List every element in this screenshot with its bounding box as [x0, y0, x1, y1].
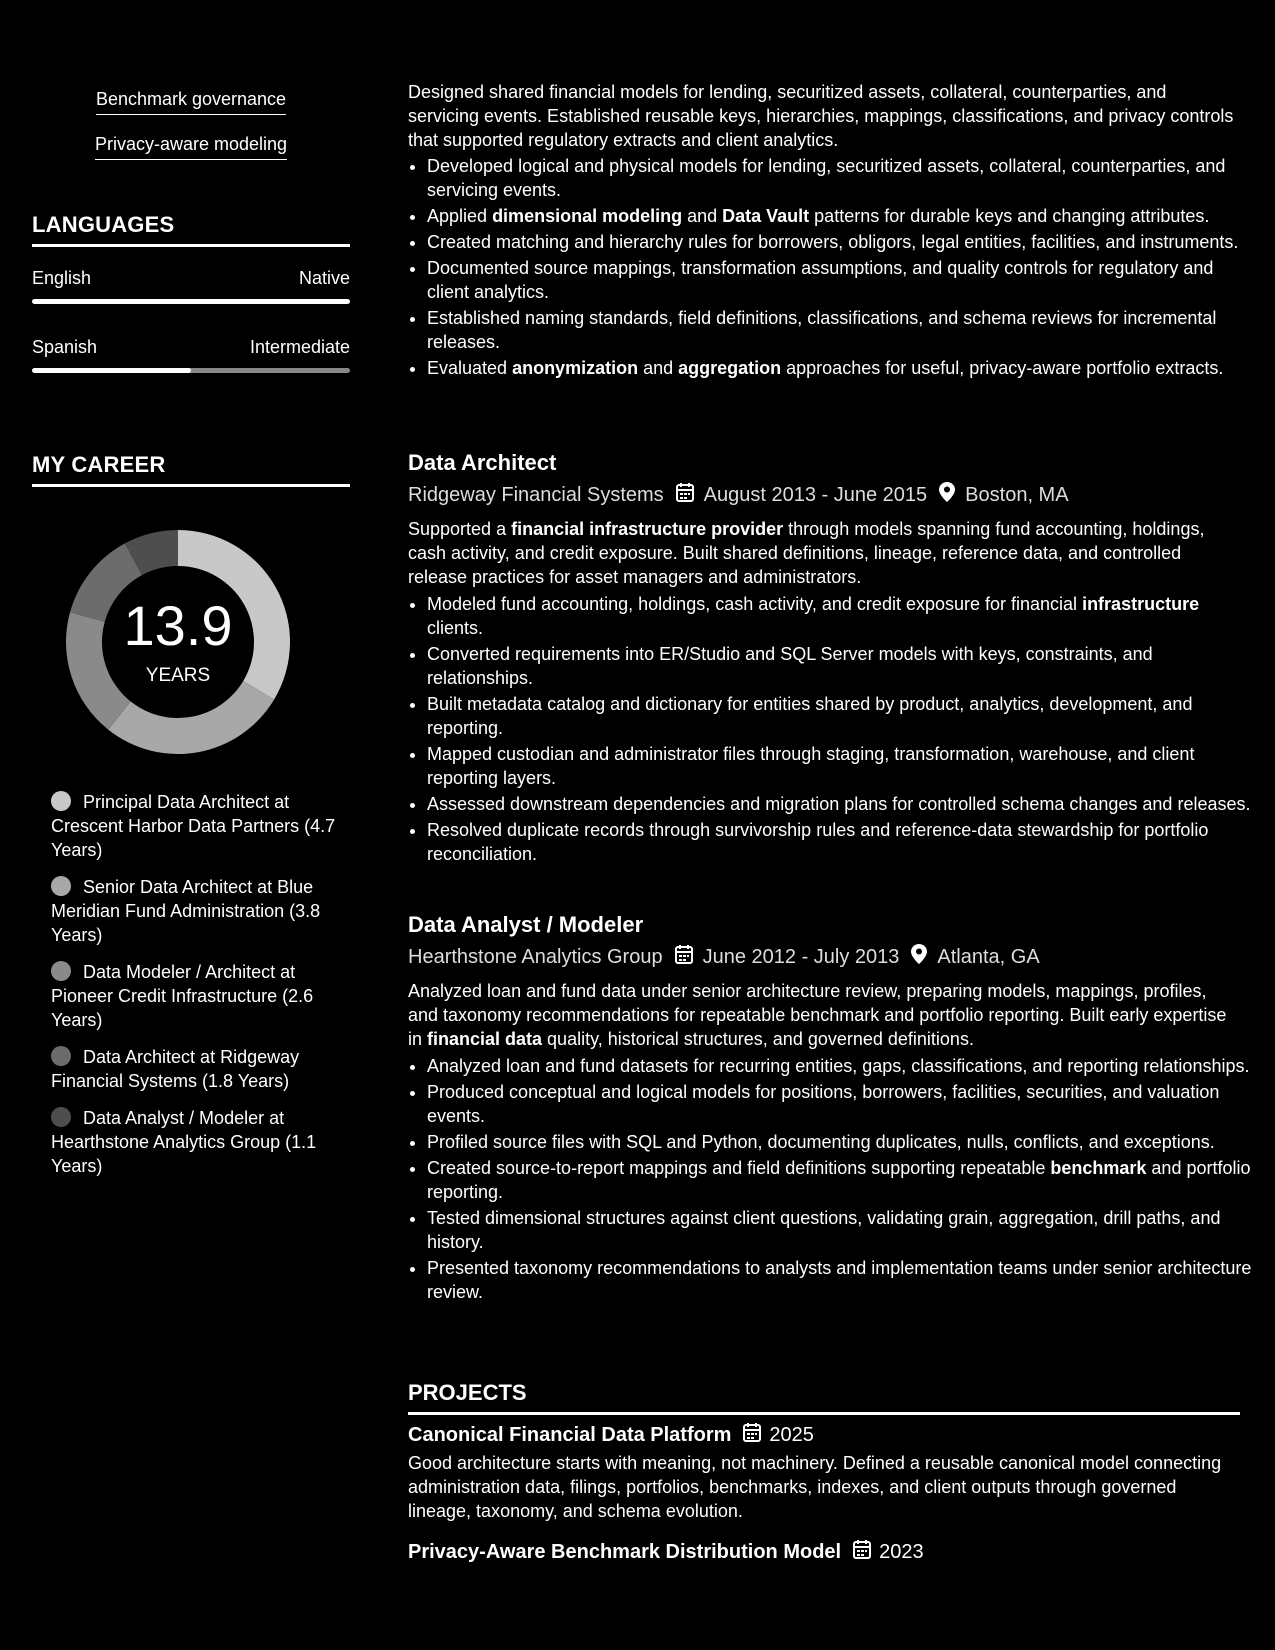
calendar-icon [853, 1539, 871, 1565]
job-bullet: • Documented source mappings, transformation assumptions, and quality controls for regulatory and client analytics. [427, 256, 1259, 304]
job-bullet: • Analyzed loan and fund datasets for recurring entities, gaps, classifications, and reporting relationships. [427, 1054, 1259, 1078]
job-location: Atlanta, GA [937, 945, 1040, 968]
job-dates: August 2013 - June 2015 [703, 483, 928, 506]
keyword: financial infrastructure provider [511, 519, 784, 539]
job-bullet: • Mapped custodian and administrator files through staging, transformation, warehouse, and client reporting layers. [427, 742, 1259, 790]
project-title [408, 1539, 924, 1565]
job-bullet: • Created source-to-report mappings and field definitions supporting repeatable benchmark and portfolio reporting. [427, 1156, 1259, 1204]
job-summary: Designed shared financial models for lending, securitized assets, collateral, counterparties, and servicing events. Established reusable keys, hierarchies, mappings, classifications, and privacy controls that supported regulatory extracts and client analytics. [408, 82, 1234, 150]
job-meta [408, 944, 1040, 970]
map-pin-icon [911, 944, 927, 970]
legend-dot [51, 876, 71, 896]
job-bullet: • Tested dimensional structures against client questions, validating grain, aggregation, drill paths, and history. [427, 1206, 1259, 1254]
career-legend [51, 790, 351, 1191]
career-legend-label: Data Architect at Ridgeway Financial Systems (1.8 Years) [51, 1047, 300, 1091]
language-proficiency-bar [32, 368, 350, 373]
legend-dot [51, 791, 71, 811]
job-bullet: • Converted requirements into ER/Studio and SQL Server models with keys, constraints, and relationships. [427, 642, 1259, 690]
job-bullets [408, 154, 1259, 382]
language-row [32, 268, 350, 289]
keyword: infrastructure [1082, 594, 1200, 614]
career-legend-label: Data Analyst / Modeler at Hearthstone Analytics Group (1.1 Years) [51, 1108, 317, 1176]
legend-dot [51, 1046, 71, 1066]
project-description: Good architecture starts with meaning, not machinery. Defined a reusable canonical model connecting administration data, filings, portfolios, benchmarks, indexes, and client outputs through governed lineage, taxonomy, and schema evolution. [408, 1453, 1222, 1521]
career-years-label: YEARS [145, 665, 211, 686]
project-year: 2023 [879, 1540, 924, 1563]
job-dates: June 2012 - July 2013 [702, 945, 900, 968]
job-bullet: • Evaluated anonymization and aggregation approaches for useful, privacy-aware portfolio extracts. [427, 356, 1259, 380]
keyword: benchmark [1050, 1158, 1147, 1178]
job-bullets [408, 1054, 1259, 1306]
job-bullet: • Built metadata catalog and dictionary for entities shared by product, analytics, development, and reporting. [427, 692, 1259, 740]
legend-dot [51, 1107, 71, 1127]
language-name: English [32, 268, 92, 288]
language-level: Native [298, 268, 350, 288]
job-bullets [408, 592, 1259, 868]
calendar-icon [743, 1422, 761, 1448]
job-bullet: • Produced conceptual and logical models for positions, borrowers, facilities, securities, and valuation events. [427, 1080, 1259, 1128]
job-bullet: • Applied dimensional modeling and Data Vault patterns for durable keys and changing attributes. [427, 204, 1259, 228]
career-legend-item [51, 790, 351, 862]
skill-tag: Benchmark governance [96, 89, 286, 115]
keyword: Data Vault [722, 206, 810, 226]
language-proficiency-fill [32, 299, 350, 304]
language-proficiency-fill [32, 368, 191, 373]
career-legend-item [51, 1106, 351, 1178]
career-legend-item [51, 1045, 351, 1093]
career-legend-item [51, 875, 351, 947]
languages-heading: LANGUAGES [32, 212, 350, 247]
job-bullet: • Presented taxonomy recommendations to analysts and implementation teams under senior architecture review. [427, 1256, 1259, 1304]
skill-tag: Privacy-aware modeling [95, 134, 287, 160]
job-bullet: • Profiled source files with SQL and Python, documenting duplicates, nulls, conflicts, and exceptions. [427, 1130, 1259, 1154]
job-bullet: • Created matching and hierarchy rules for borrowers, obligors, legal entities, facilities, and instruments. [427, 230, 1259, 254]
career-legend-label: Senior Data Architect at Blue Meridian Fund Administration (3.8 Years) [51, 877, 321, 945]
job-bullet: • Assessed downstream dependencies and migration plans for controlled schema changes and releases. [427, 792, 1259, 816]
calendar-icon [675, 944, 693, 970]
donut-segment [108, 681, 274, 754]
job-meta [408, 482, 1069, 508]
job-bullet: • Modeled fund accounting, holdings, cash activity, and credit exposure for financial infrastructure clients. [427, 592, 1259, 640]
language-level: Intermediate [249, 337, 350, 357]
project-year: 2025 [769, 1423, 814, 1446]
legend-dot [51, 961, 71, 981]
projects-heading: PROJECTS [408, 1380, 1240, 1415]
career-legend-label: Principal Data Architect at Crescent Harbor Data Partners (4.7 Years) [51, 792, 336, 860]
job-bullet: • Resolved duplicate records through survivorship rules and reference-data stewardship for portfolio reconciliation. [427, 818, 1259, 866]
career-legend-item [51, 960, 351, 1032]
job-bullet: • Established naming standards, field definitions, classifications, and schema reviews for incremental releases. [427, 306, 1259, 354]
keyword: aggregation [678, 358, 782, 378]
keyword: financial data [427, 1029, 543, 1049]
language-name: Spanish [32, 337, 98, 357]
career-heading: MY CAREER [32, 452, 350, 487]
calendar-icon [676, 482, 694, 508]
project-title [408, 1422, 814, 1448]
job-title: Data Analyst / Modeler [408, 912, 644, 937]
job-location: Boston, MA [965, 483, 1069, 506]
job-bullet: • Developed logical and physical models for lending, securitized assets, collateral, counterparties, and servicing events. [427, 154, 1259, 202]
company-name: Hearthstone Analytics Group [408, 945, 663, 968]
language-row [32, 337, 350, 358]
job-summary: Analyzed loan and fund data under senior architecture review, preparing models, mappings, profiles, and taxonomy recommendations for repeatable benchmark and portfolio reporting. Built early expertise in financial data quality, historical structures, and governed definitions. [408, 981, 1227, 1049]
career-legend-label: Data Modeler / Architect at Pioneer Credit Infrastructure (2.6 Years) [51, 962, 314, 1030]
map-pin-icon [939, 482, 955, 508]
company-name: Ridgeway Financial Systems [408, 483, 664, 506]
job-summary: Supported a financial infrastructure provider through models spanning fund accounting, holdings, cash activity, and credit exposure. Built shared definitions, lineage, reference data, and controlled release practices for asset managers and administrators. [408, 519, 1205, 587]
language-proficiency-bar [32, 299, 350, 304]
keyword: dimensional modeling [492, 206, 683, 226]
project-name: Privacy-Aware Benchmark Distribution Model [408, 1540, 842, 1563]
job-title: Data Architect [408, 450, 557, 475]
keyword: anonymization [512, 358, 639, 378]
career-total-years: 13.9 [123, 594, 233, 657]
project-name: Canonical Financial Data Platform [408, 1423, 732, 1446]
